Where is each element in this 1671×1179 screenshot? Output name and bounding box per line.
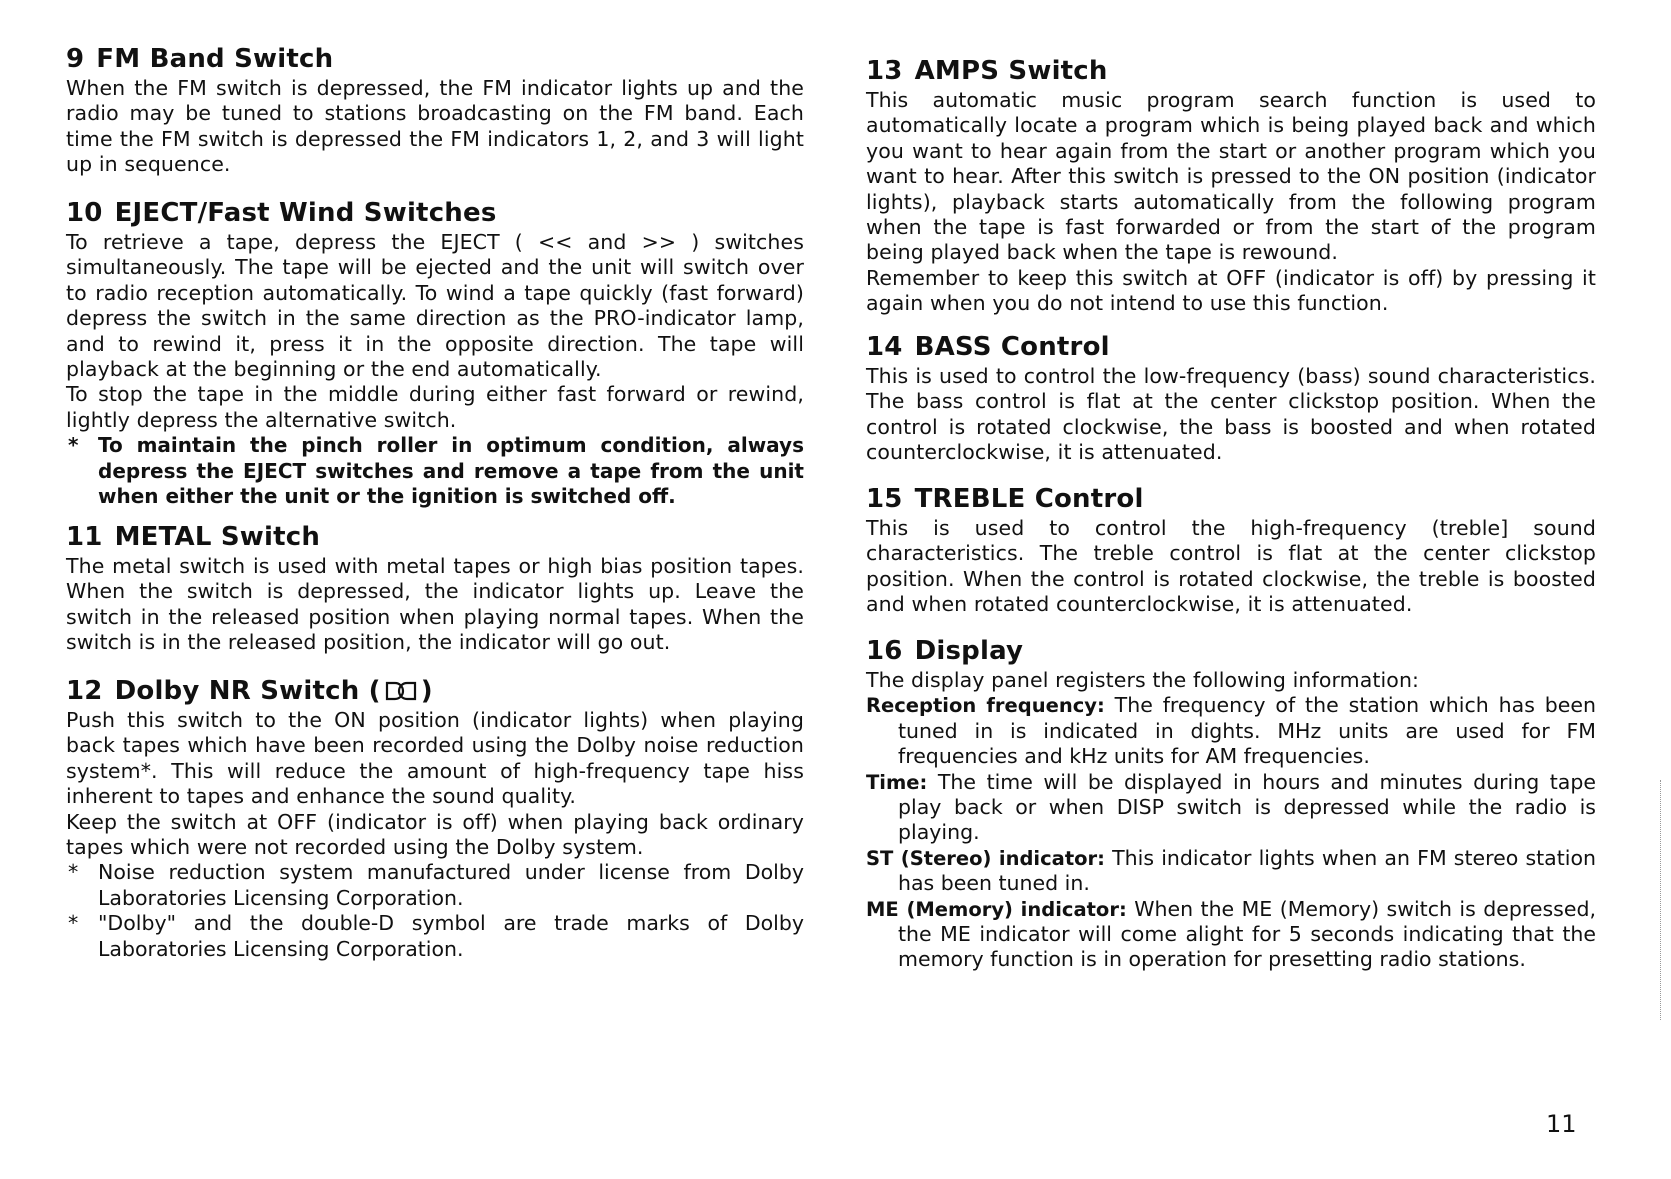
footnote xyxy=(66,911,804,962)
section-body: The display panel registers the following information: xyxy=(866,668,1420,692)
display-item-text: The frequency of the station which has been tuned in is indicated in dights. MHz units are used for FM frequencies and kHz units for AM frequencies. xyxy=(898,693,1596,769)
section-title: AMPS Switch xyxy=(914,56,1108,86)
section-eject-fast-wind-switches xyxy=(66,198,804,509)
section-heading xyxy=(866,484,1596,514)
section-number: 11 xyxy=(66,522,103,552)
section-body: The metal switch is used with metal tapes or high bias position tapes. When the switch is depressed, the indicator lights up. Leave the switch in the released position when playing normal tapes. When the switch is in the released position, the indicator will go out. xyxy=(66,554,804,655)
section-body: When the FM switch is depressed, the FM indicator lights up and the radio may be tuned to stations broadcasting on the FM band. Each time the FM switch is depressed the FM indicators 1, 2, and 3 will light up in sequence. xyxy=(66,76,804,177)
section-display xyxy=(866,636,1596,973)
section-title: EJECT/Fast Wind Switches xyxy=(114,198,497,228)
section-body: To stop the tape in the middle during either fast forward or rewind, lightly depress the alternative switch. xyxy=(66,382,804,432)
display-item xyxy=(866,897,1596,973)
section-heading xyxy=(66,676,804,706)
section-heading xyxy=(66,198,804,228)
section-body: To retrieve a tape, depress the EJECT ( << and >> ) switches simultaneously. The tape will be ejected and the unit will switch over to radio reception automatically. To wind a tape quickly (fast forward) depress the switch in the same direction as the PRO-indicator lamp, and to rewind it, press it in the opposite direction. The tape will playback at the beginning or the end automatically. xyxy=(66,230,804,382)
section-number: 12 xyxy=(66,676,103,706)
display-item xyxy=(866,770,1596,846)
section-body: This is used to control the low-frequency (bass) sound characteristics. The bass control is flat at the center clickstop position. When the control is rotated clockwise, the bass is boosted and when rotated counterclockwise, it is attenuated. xyxy=(866,364,1596,465)
section-metal-switch xyxy=(66,522,804,656)
display-item-label: Time: xyxy=(866,770,928,794)
asterisk-marker: * xyxy=(68,911,79,936)
display-item xyxy=(866,846,1596,897)
section-body: This automatic music program search function is used to automatically locate a program which is being played back and which you want to hear again from the start or another program which you want to hear. After this switch is pressed to the ON position (indicator lights), playback starts automatically from the following program when the tape is fast forwarded or from the start of the program being played back when the tape is rewound. xyxy=(866,88,1596,265)
section-title: FM Band Switch xyxy=(96,44,334,74)
section-number: 16 xyxy=(866,636,903,666)
display-item-text: The time will be displayed in hours and minutes during tape play back or when DISP switch is depressed while the radio is playing. xyxy=(898,769,1596,845)
section-body: Remember to keep this switch at OFF (indicator is off) by pressing it again when you do not intend to use this function. xyxy=(866,265,1596,316)
page-number: 11 xyxy=(1546,1110,1577,1138)
display-item-label: Reception frequency: xyxy=(866,694,1105,718)
section-number: 13 xyxy=(866,56,903,86)
footnote-text: Noise reduction system manufactured under license from Dolby Laboratories Licensing Corporation. xyxy=(98,860,804,910)
section-title: TREBLE Control xyxy=(914,484,1144,514)
section-number: 9 xyxy=(66,44,85,74)
section-title: METAL Switch xyxy=(114,522,321,552)
asterisk-marker: * xyxy=(68,433,79,458)
section-title: Dolby NR Switch ( xyxy=(114,676,381,706)
display-item-text: When the ME (Memory) switch is depressed, the ME indicator will come alight for 5 seconds indicating that the memory function is in operation for presetting radio stations. xyxy=(898,896,1596,972)
section-title: BASS Control xyxy=(914,332,1110,362)
section-title: Display xyxy=(914,636,1024,666)
footnote xyxy=(66,433,804,509)
section-amps-switch xyxy=(866,56,1596,317)
section-title-end: ) xyxy=(420,676,433,706)
section-body: Keep the switch at OFF (indicator is off) when playing back ordinary tapes which were not recorded using the Dolby system. xyxy=(66,809,804,860)
section-heading xyxy=(866,636,1596,666)
footnote-text: "Dolby" and the double-D symbol are trade marks of Dolby Laboratories Licensing Corporation. xyxy=(98,911,804,961)
dolby-double-d-icon xyxy=(385,681,417,701)
display-item-label: ME (Memory) indicator: xyxy=(866,897,1127,921)
section-bass-control xyxy=(866,332,1596,466)
display-item-label: ST (Stereo) indicator: xyxy=(866,846,1105,870)
section-dolby-nr-switch xyxy=(66,676,804,962)
section-number: 14 xyxy=(866,332,903,362)
section-body: This is used to control the high-frequency (treble] sound characteristics. The treble control is flat at the center clickstop position. When the control is rotated clockwise, the treble is boosted and when rotated counterclockwise, it is attenuated. xyxy=(866,516,1596,617)
section-number: 15 xyxy=(866,484,903,514)
section-fm-band-switch xyxy=(66,44,804,178)
section-heading xyxy=(66,522,804,552)
asterisk-marker: * xyxy=(68,860,79,885)
display-item xyxy=(866,693,1596,769)
footnote xyxy=(66,860,804,911)
footnote-text: To maintain the pinch roller in optimum condition, always depress the EJECT switches and remove a tape from the unit when either the unit or the ignition is switched off. xyxy=(98,433,804,509)
section-number: 10 xyxy=(66,198,103,228)
section-body: Push this switch to the ON position (indicator lights) when playing back tapes which have been recorded using the Dolby noise reduction system*. This will reduce the amount of high-frequency tape hiss inherent to tapes and enhance the sound quality. xyxy=(66,708,804,809)
section-treble-control xyxy=(866,484,1596,618)
section-heading xyxy=(866,332,1596,362)
margin-mark xyxy=(1660,780,1662,1020)
section-heading xyxy=(66,44,804,74)
display-item-text: This indicator lights when an FM stereo station has been tuned in. xyxy=(898,845,1596,896)
section-heading xyxy=(866,56,1596,86)
